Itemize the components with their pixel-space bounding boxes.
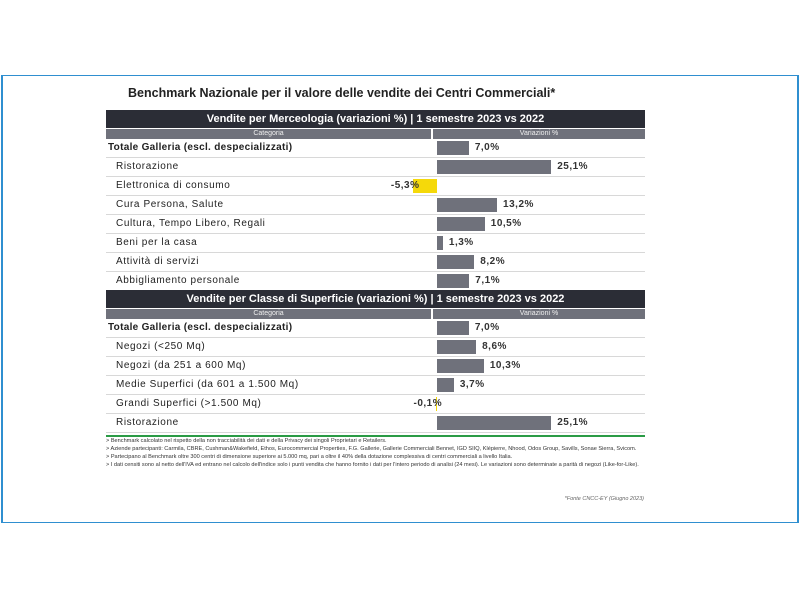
table-row <box>106 139 645 158</box>
variation-column-header: Variazioni % <box>433 129 645 139</box>
variation-column-header: Variazioni % <box>433 309 645 319</box>
table-row <box>106 395 645 414</box>
category-label: Elettronica di consumo <box>116 180 231 191</box>
category-label: Attività di servizi <box>116 256 200 267</box>
value-label: 7,0% <box>474 142 500 153</box>
table-row <box>106 196 645 215</box>
table-merceologia <box>106 110 645 291</box>
value-label: -0,1% <box>413 398 443 409</box>
source-note: *Fonte CNCC-EY (Giugno 2023) <box>564 496 644 502</box>
bar <box>437 198 497 212</box>
table-row <box>106 414 645 433</box>
category-label: Cultura, Tempo Libero, Regali <box>116 218 266 229</box>
table-row <box>106 338 645 357</box>
bar <box>437 340 476 354</box>
category-label: Negozi (<250 Mq) <box>116 341 206 352</box>
category-label: Cura Persona, Salute <box>116 199 224 210</box>
bar <box>437 321 469 335</box>
divider <box>106 435 645 437</box>
section-header: Vendite per Merceologia (variazioni %) | 1 semestre 2023 vs 2022 <box>106 110 645 128</box>
bar <box>437 160 551 174</box>
table-row <box>106 357 645 376</box>
column-headers <box>106 129 645 139</box>
table-row <box>106 234 645 253</box>
bar <box>437 255 474 269</box>
bar <box>437 217 485 231</box>
value-label: 25,1% <box>557 161 589 172</box>
value-label: 10,5% <box>490 218 522 229</box>
category-label: Beni per la casa <box>116 237 198 248</box>
category-label: Grandi Superfici (>1.500 Mq) <box>116 398 262 409</box>
footnote: > Benchmark calcolato nel rispetto della non tracciabilità dei dati e della Privacy dei singoli Proprietari e Retailers. <box>106 438 387 444</box>
table-row <box>106 177 645 196</box>
table-row <box>106 253 645 272</box>
category-label: Ristorazione <box>116 161 179 172</box>
bar <box>437 236 443 250</box>
table-row <box>106 215 645 234</box>
table-row <box>106 376 645 395</box>
footnotes <box>106 438 645 470</box>
bar <box>437 378 454 392</box>
table-row <box>106 319 645 338</box>
page-title: Benchmark Nazionale per il valore delle vendite dei Centri Commerciali* <box>128 86 556 100</box>
table-superficie <box>106 290 645 433</box>
category-label: Abbigliamento personale <box>116 275 240 286</box>
category-column-header: Categoria <box>106 309 431 319</box>
bar <box>437 416 551 430</box>
value-label: -5,3% <box>390 180 420 191</box>
footnote: > Aziende partecipanti: Carmila, CBRE, Cushman&Wakefield, Ethos, Eurocommercial Properties, F.G. Gallerie, Gallerie Commerciali Bennet, IGD SIIQ, Klépierre, Nhood, Odos Group, Savills, Sonae Sierra, Svicom. <box>106 445 637 452</box>
bar <box>437 141 469 155</box>
value-label: 25,1% <box>557 417 589 428</box>
footnote: > I dati censiti sono al netto dell'IVA ed entrano nel calcolo dell'indice solo i punti vendita che hanno fornito i dati per l'intero periodo di analisi (24 mesi). Le variazioni sono determinate a parità di negozi (Like-for-Like). <box>106 461 639 468</box>
value-label: 8,2% <box>480 256 506 267</box>
value-label: 13,2% <box>503 199 534 210</box>
category-label: Totale Galleria (escl. despecializzati) <box>108 142 293 153</box>
value-label: 3,7% <box>459 379 485 390</box>
table-row <box>106 272 645 291</box>
category-label: Ristorazione <box>116 417 179 428</box>
table-row <box>106 158 645 177</box>
category-column-header: Categoria <box>106 129 431 139</box>
section-header: Vendite per Classe di Superficie (variazioni %) | 1 semestre 2023 vs 2022 <box>106 290 645 308</box>
bar <box>437 274 469 288</box>
value-label: 1,3% <box>448 237 474 248</box>
value-label: 7,1% <box>475 275 501 286</box>
footnote: > Partecipano al Benchmark oltre 300 centri di dimensione superiore ai 5.000 mq, pari a oltre il 40% della dotazione complessiva di centri commerciali a livello Italia. <box>106 453 513 460</box>
bar <box>437 359 484 373</box>
value-label: 7,0% <box>474 322 500 333</box>
category-label: Totale Galleria (escl. despecializzati) <box>108 322 293 333</box>
column-headers <box>106 309 645 319</box>
category-label: Medie Superfici (da 601 a 1.500 Mq) <box>116 379 299 390</box>
value-label: 8,6% <box>482 341 507 352</box>
value-label: 10,3% <box>489 360 521 371</box>
rows-container <box>106 319 645 433</box>
category-label: Negozi (da 251 a 600 Mq) <box>116 360 247 371</box>
rows-container <box>106 139 645 291</box>
